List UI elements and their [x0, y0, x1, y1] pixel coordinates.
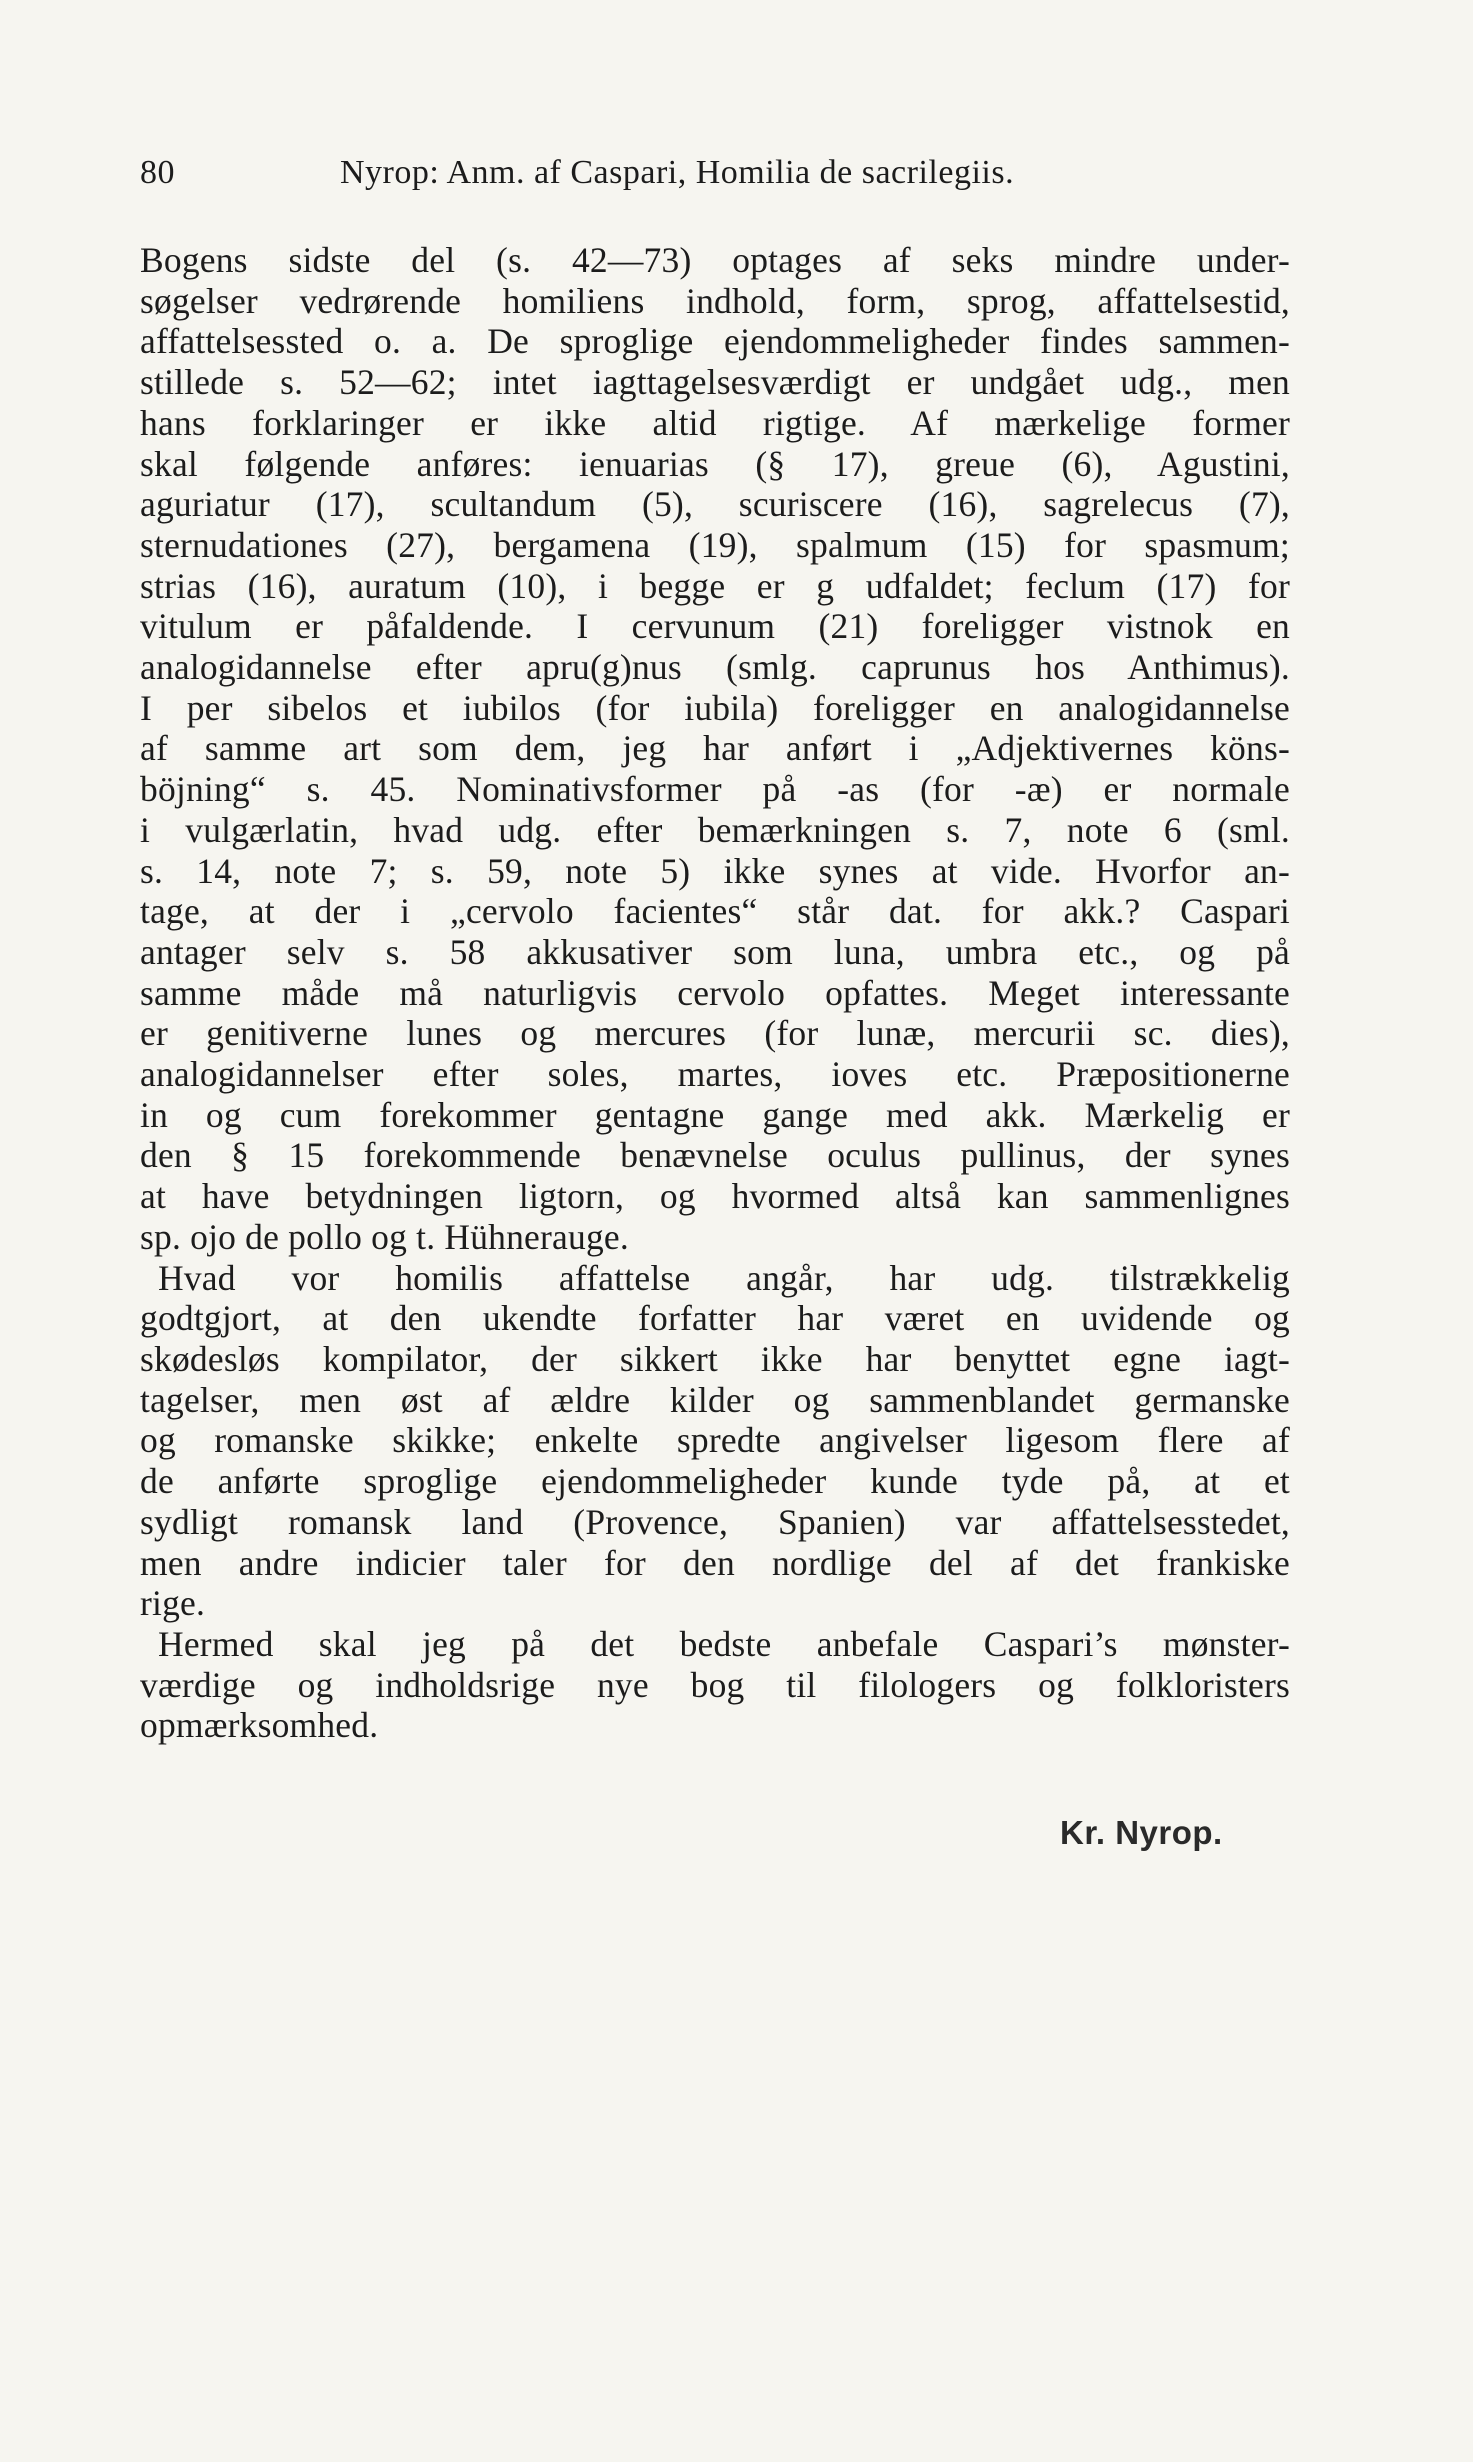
text-line: sternudationes (27), bergamena (19), spalmum (15) for spasmum; — [140, 524, 1290, 565]
text-line: værdige og indholdsrige nye bog til filologers og folkloristers — [140, 1664, 1290, 1705]
body-text — [140, 240, 1290, 1746]
running-header — [140, 148, 1300, 198]
text-line: at have betydningen ligtorn, og hvormed altså kan sammenlignes — [140, 1176, 1290, 1217]
text-line: aguriatur (17), scultandum (5), scuriscere (16), sagrelecus (7), — [140, 484, 1290, 525]
text-line: analogidannelse efter apru(g)nus (smlg. caprunus hos Anthimus). — [140, 647, 1290, 688]
text-line: og romanske skikke; enkelte spredte angivelser ligesom flere af — [140, 1420, 1290, 1461]
text-line: in og cum forekommer gentagne gange med akk. Mærkelig er — [140, 1094, 1290, 1135]
text-line: analogidannelser efter soles, martes, ioves etc. Præpositionerne — [140, 1054, 1290, 1095]
text-line: Hermed skal jeg på det bedste anbefale Caspari’s mønster- — [158, 1623, 1290, 1664]
text-line: af samme art som dem, jeg har anført i „Adjektivernes köns- — [140, 728, 1290, 769]
paragraph-1 — [140, 240, 1290, 1258]
text-line: i vulgærlatin, hvad udg. efter bemærkningen s. 7, note 6 (sml. — [140, 809, 1290, 850]
text-line: strias (16), auratum (10), i begge er g udfaldet; feclum (17) for — [140, 565, 1290, 606]
text-line: tagelser, men øst af ældre kilder og sammenblandet germanske — [140, 1379, 1290, 1420]
text-line: søgelser vedrørende homiliens indhold, form, sprog, affattelsestid, — [140, 280, 1290, 321]
text-line: stillede s. 52—62; intet iagttagelsesværdigt er undgået udg., men — [140, 362, 1290, 403]
paragraph-3 — [140, 1624, 1290, 1746]
text-line: affattelsessted o. a. De sproglige ejendommeligheder findes sammen- — [140, 321, 1290, 362]
text-line: den § 15 forekommende benævnelse oculus pullinus, der synes — [140, 1135, 1290, 1176]
text-line: rige. — [140, 1583, 206, 1624]
text-line: samme måde må naturligvis cervolo opfattes. Meget interessante — [140, 972, 1290, 1013]
text-line: er genitiverne lunes og mercures (for lunæ, mercurii sc. dies), — [140, 1013, 1290, 1054]
author-signature: Kr. Nyrop. — [1060, 1814, 1223, 1851]
running-title: Nyrop: Anm. af Caspari, Homilia de sacrilegiis. — [340, 154, 1015, 191]
text-line: de anførte sproglige ejendommeligheder kunde tyde på, at et — [140, 1461, 1290, 1502]
paragraph-2 — [140, 1258, 1290, 1624]
text-line: sydligt romansk land (Provence, Spanien) var affattelsesstedet, — [140, 1501, 1290, 1542]
text-line: Bogens sidste del (s. 42—73) optages af seks mindre under- — [140, 240, 1290, 280]
text-line: vitulum er påfaldende. I cervunum (21) foreligger vistnok en — [140, 606, 1290, 647]
text-line: opmærksomhed. — [140, 1705, 379, 1746]
text-line: I per sibelos et iubilos (for iubila) foreligger en analogidannelse — [140, 687, 1290, 728]
text-line: men andre indicier taler for den nordlige del af det frankiske — [140, 1542, 1290, 1583]
text-line: skødesløs kompilator, der sikkert ikke har benyttet egne iagt- — [140, 1338, 1290, 1379]
text-line: s. 14, note 7; s. 59, note 5) ikke synes at vide. Hvorfor an- — [140, 850, 1290, 891]
text-line: tage, at der i „cervolo facientes“ står dat. for akk.? Caspari — [140, 891, 1290, 932]
page-number: 80 — [140, 154, 175, 191]
text-line: godtgjort, at den ukendte forfatter har været en uvidende og — [140, 1298, 1290, 1339]
text-line: Hvad vor homilis affattelse angår, har udg. tilstrækkelig — [158, 1257, 1290, 1298]
text-line: skal følgende anføres: ienuarias (§ 17), greue (6), Agustini, — [140, 443, 1290, 484]
text-line: sp. ojo de pollo og t. Hühnerauge. — [140, 1216, 629, 1257]
text-line: antager selv s. 58 akkusativer som luna, umbra etc., og på — [140, 931, 1290, 972]
text-line: böjning“ s. 45. Nominativsformer på -as (for -æ) er normale — [140, 769, 1290, 810]
text-line: hans forklaringer er ikke altid rigtige. Af mærkelige former — [140, 402, 1290, 443]
